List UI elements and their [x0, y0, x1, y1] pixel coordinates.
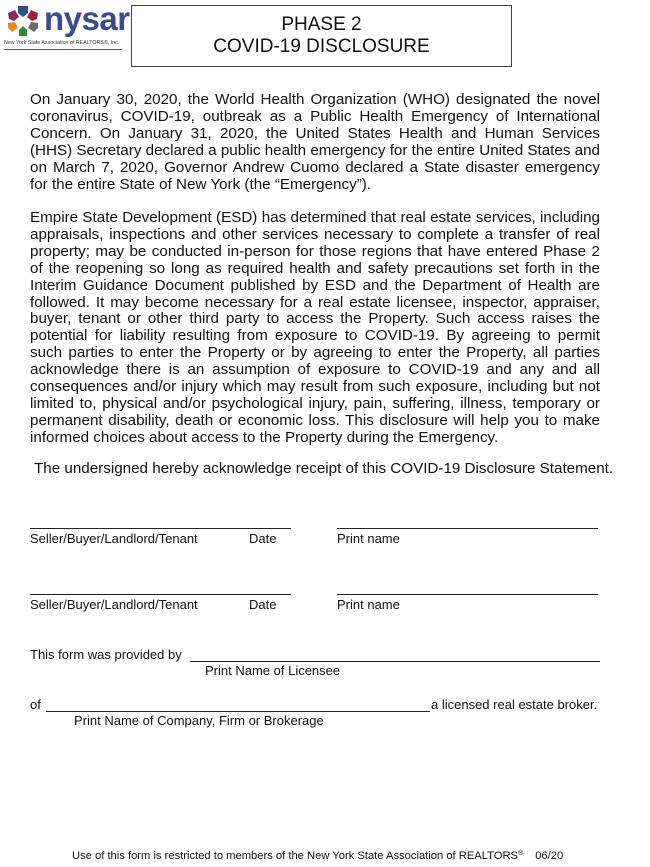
date-label-2: Date [249, 597, 277, 612]
print-name-line-2[interactable] [337, 594, 598, 595]
acknowledgement-statement: The undersigned hereby acknowledge receipt of this COVID-19 Disclosure Statement. [34, 460, 614, 477]
nysar-logo [4, 0, 130, 52]
print-name-label-1: Print name [337, 531, 400, 546]
print-name-line-1[interactable] [337, 528, 598, 529]
party-label-2: Seller/Buyer/Landlord/Tenant [30, 597, 198, 612]
registered-mark: ® [518, 850, 524, 857]
paragraph-esd-determination: Empire State Development (ESD) has determined that real estate services, including appraisals, inspections and other services necessary to complete a transfer of real property; may be conducted in-person for those regions that have entered Phase 2 of the reopening so long as required health and safety precautions set forth in the Interim Guidance Document published by ESD and the Department of Health are followed. It may become necessary for a real estate licensee, inspector, appraiser, buyer, tenant or other third party to access the Property. Such access raises the potential for liability resulting from exposure to COVID-19. By agreeing to permit such parties to enter the Property or by agreeing to enter the Property, all parties acknowledge there is an assumption of exposure to COVID-19 and any and all consequences and/or injury which may result from such exposure, including but not limited to, physical and/or psychological injury, pain, suffering, illness, temporary or permanent disability, death or economic loss. This disclosure will help you to make informed choices about access to the Property during the Emergency. [30, 209, 600, 446]
signature-line-2[interactable] [30, 594, 291, 595]
logo-wordmark: nysar [44, 0, 130, 37]
logo-divider [4, 49, 122, 50]
brokerage-of-label: of [30, 697, 41, 712]
brokerage-caption: Print Name of Company, Firm or Brokerage [74, 713, 324, 728]
brokerage-suffix: a licensed real estate broker. [431, 697, 598, 712]
provided-by-label: This form was provided by [30, 647, 182, 662]
document-title-box [131, 5, 512, 67]
signature-line-1[interactable] [30, 528, 291, 529]
party-label-1: Seller/Buyer/Landlord/Tenant [30, 531, 198, 546]
licensee-caption: Print Name of Licensee [205, 663, 341, 678]
logo-tagline: New York State Association of REALTORS®, Inc. [4, 40, 120, 46]
print-name-label-2: Print name [337, 597, 400, 612]
brokerage-name-line[interactable] [46, 711, 430, 712]
footer-text: Use of this form is restricted to members of the New York State Association of REALTORS [72, 850, 519, 862]
paragraph-emergency-background: On January 30, 2020, the World Health Organization (WHO) designated the novel coronavirus, COVID-19, outbreak as a Public Health Emergency of International Concern. On January 31, 2020, the United States Health and Human Services (HHS) Secretary declared a public health emergency for the entire United States and on March 7, 2020, Governor Andrew Cuomo declared a State disaster emergency for the entire State of New York (the “Emergency”). [30, 91, 600, 193]
licensee-name-line[interactable] [190, 661, 600, 662]
title-phase: PHASE 2 [281, 14, 362, 35]
footer-restriction-notice [72, 850, 563, 862]
form-revision-date: 06/20 [535, 850, 564, 862]
title-disclosure: COVID-19 DISCLOSURE [213, 36, 430, 57]
nysar-logo-mark-icon [6, 6, 40, 36]
date-label-1: Date [249, 531, 277, 546]
